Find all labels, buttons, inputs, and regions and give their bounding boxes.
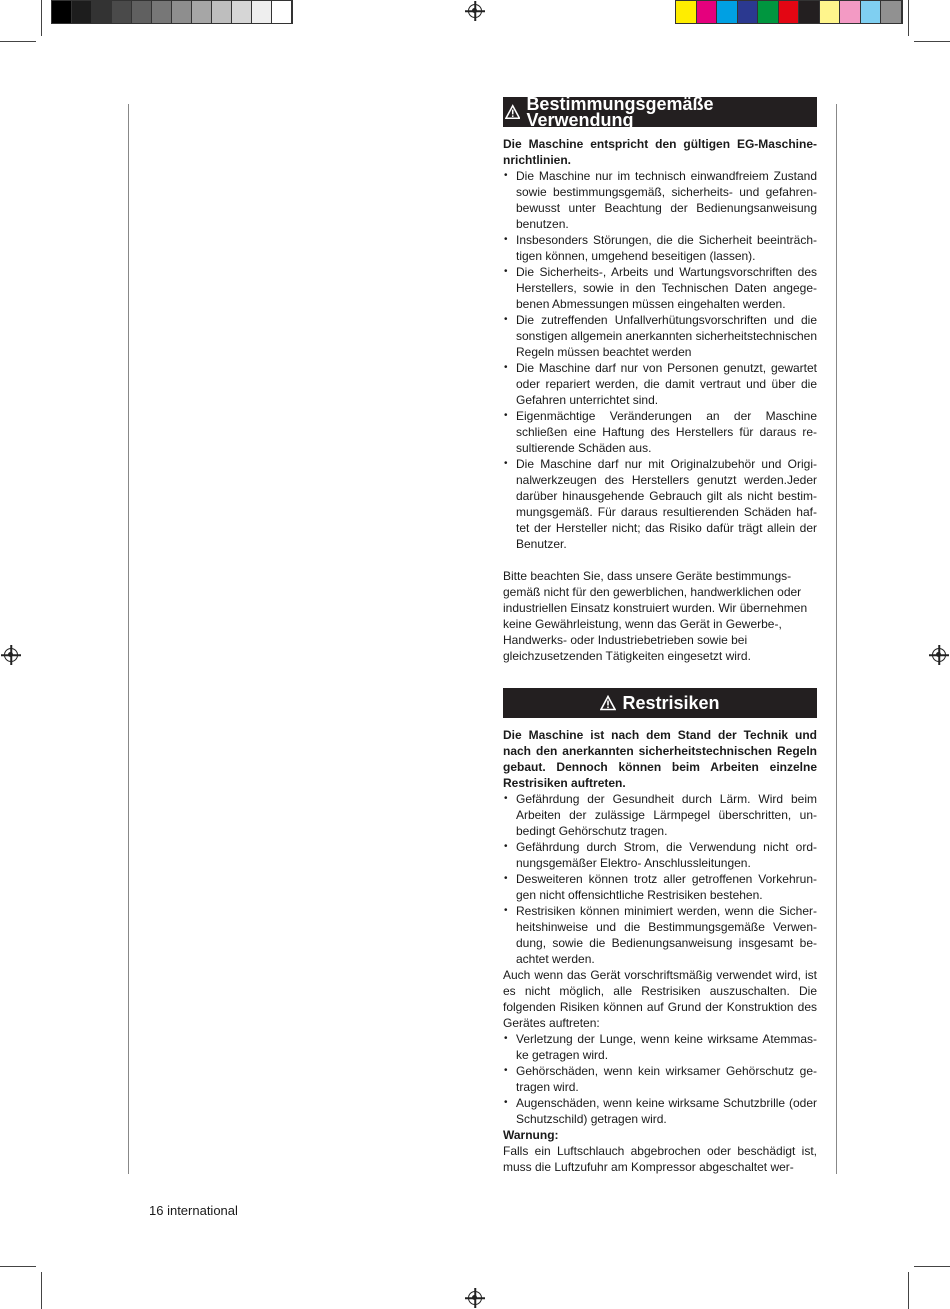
calibration-swatch bbox=[799, 1, 820, 23]
list-item: • Die Maschine darf nur von Personen genutzt, gewartet oder repariert werden, die damit vertraut und über die Gefahren unterrichtet sind. bbox=[503, 360, 817, 408]
column-rule-right bbox=[836, 104, 837, 1174]
registration-mark-icon bbox=[468, 4, 482, 18]
calibration-swatch bbox=[232, 1, 252, 23]
list-item: • Verletzung der Lunge, wenn keine wirksame Atemmaske getragen wird. bbox=[503, 1031, 817, 1063]
risks-paragraph: Auch wenn das Gerät vorschriftsmäßig verwendet wird, ist es nicht möglich, alle Restrisiken auszuschalten. Die folgenden Risiken können auf Grund der Konstruktion des Gerätes auftreten: bbox=[503, 968, 817, 1030]
list-item: • Restrisiken können minimiert werden, wenn die Sicherheitshinweise und die Bestimmungsgemäße Verwendung, sowie die Bedienungsanweisung insgesamt beachtet werden. bbox=[503, 903, 817, 967]
column-rule-left bbox=[128, 104, 129, 1174]
calibration-swatch bbox=[192, 1, 212, 23]
content-column bbox=[503, 94, 817, 1175]
section-header-residual-risks bbox=[503, 688, 817, 718]
calibration-swatch bbox=[820, 1, 841, 23]
crop-mark bbox=[0, 41, 36, 42]
list-item: • Die Maschine darf nur mit Originalzubehör und Originalwerkzeugen des Herstellers genutzt werden.Jeder darüber hinausgehende Gebrauch gilt als nicht bestimmungsgemäß. Für daraus resultierenden Schäden haftet der Hersteller nicht; das Risiko dafür trägt allein der Benutzer. bbox=[503, 456, 817, 552]
list-item: • Desweiteren können trotz aller getroffenen Vorkehrungen nicht offensichtliche Restrisiken bestehen. bbox=[503, 871, 817, 903]
grey-calibration-bar bbox=[51, 0, 293, 24]
bullet-list bbox=[503, 168, 817, 552]
list-item: • Gehörschäden, wenn kein wirksamer Gehörschutz getragen wird. bbox=[503, 1063, 817, 1095]
calibration-swatch bbox=[758, 1, 779, 23]
calibration-swatch bbox=[272, 1, 292, 23]
crop-mark bbox=[0, 1266, 36, 1267]
section-lead: Die Maschine entspricht den gültigen EG-Maschinenrichtlinien. bbox=[503, 137, 817, 167]
list-item: • Eigenmächtige Veränderungen an der Maschine schließen eine Haftung des Herstellers für daraus resultierende Schäden aus. bbox=[503, 408, 817, 456]
section-title: Restrisiken bbox=[622, 693, 720, 713]
calibration-swatch bbox=[132, 1, 152, 23]
list-item: • Gefährdung durch Strom, die Verwendung nicht ordnungsgemäßer Elektro- Anschlussleitungen. bbox=[503, 839, 817, 871]
list-item: • Gefährdung der Gesundheit durch Lärm. Wird beim Arbeiten der zulässige Lärmpegel überschritten, unbedingt Gehörschutz tragen. bbox=[503, 791, 817, 839]
calibration-swatch bbox=[72, 1, 92, 23]
note-paragraph: Bitte beachten Sie, dass unsere Geräte bestimmungsgemäß nicht für den gewerblichen, handwerklichen oder industriellen Einsatz konstruiert wurden. Wir übernehmen keine Gewährleistung, wenn das Gerät in Gewerbe-, Handwerks- oder Industriebetrieben sowie bei gleichzusetzenden Tätigkeiten eingesetzt wird. bbox=[503, 569, 808, 663]
registration-mark-icon bbox=[468, 1291, 482, 1305]
list-item: • Die Maschine nur im technisch einwandfreiem Zustand sowie bestimmungsgemäß, sicherheits- und gefahrenbewusst unter Beachtung der Bedienungsanweisung benutzen. bbox=[503, 168, 817, 232]
calibration-swatch bbox=[840, 1, 861, 23]
crop-mark bbox=[914, 41, 950, 42]
section-title: Bestimmungsgemäße Verwendung bbox=[526, 94, 714, 130]
warning-label: Warnung: bbox=[503, 1128, 559, 1142]
calibration-swatch bbox=[92, 1, 112, 23]
crop-mark bbox=[908, 1272, 909, 1309]
calibration-swatch bbox=[697, 1, 718, 23]
calibration-swatch bbox=[861, 1, 882, 23]
calibration-swatch bbox=[172, 1, 192, 23]
calibration-swatch bbox=[152, 1, 172, 23]
calibration-swatch bbox=[52, 1, 72, 23]
crop-mark bbox=[908, 0, 909, 36]
section-header-intended-use bbox=[503, 94, 817, 130]
registration-mark-icon bbox=[4, 648, 18, 662]
list-item: • Augenschäden, wenn keine wirksame Schutzbrille (oder Schutzschild) getragen wird. bbox=[503, 1095, 817, 1127]
warning-text: Falls ein Luftschlauch abgebrochen oder beschädigt ist, muss die Luftzufuhr am Kompressor abgeschaltet wer- bbox=[503, 1144, 817, 1174]
color-calibration-bar bbox=[675, 0, 903, 24]
section-lead: Die Maschine ist nach dem Stand der Technik und nach den anerkannten sicherheitstechnischen Regeln gebaut. Dennoch können beim Arbeiten einzelne Restrisiken auftreten. bbox=[503, 728, 817, 790]
calibration-swatch bbox=[112, 1, 132, 23]
calibration-swatch bbox=[252, 1, 272, 23]
crop-mark bbox=[914, 1266, 950, 1267]
crop-mark bbox=[41, 0, 42, 36]
bullet-list bbox=[503, 791, 817, 967]
calibration-swatch bbox=[881, 1, 902, 23]
registration-mark-icon bbox=[932, 648, 946, 662]
bullet-list bbox=[503, 1031, 817, 1127]
calibration-swatch bbox=[717, 1, 738, 23]
list-item: • Die Sicherheits-, Arbeits und Wartungsvorschriften des Herstellers, sowie in den Technischen Daten angegebenen Abmessungen müssen eingehalten werden. bbox=[503, 264, 817, 312]
list-item: • Insbesonders Störungen, die die Sicherheit beeinträchtigen können, umgehend beseitigen (lassen). bbox=[503, 232, 817, 264]
calibration-swatch bbox=[212, 1, 232, 23]
crop-mark bbox=[41, 1272, 42, 1309]
page-footer: 16 international bbox=[149, 1203, 238, 1218]
calibration-swatch bbox=[738, 1, 759, 23]
list-item: • Die zutreffenden Unfallverhütungsvorschriften und die sonstigen allgemein anerkannten sicherheitstechnischen Regeln müssen beachtet werden bbox=[503, 312, 817, 360]
calibration-swatch bbox=[779, 1, 800, 23]
calibration-swatch bbox=[676, 1, 697, 23]
warning-triangle-icon bbox=[505, 104, 520, 120]
warning-triangle-icon bbox=[600, 695, 616, 711]
